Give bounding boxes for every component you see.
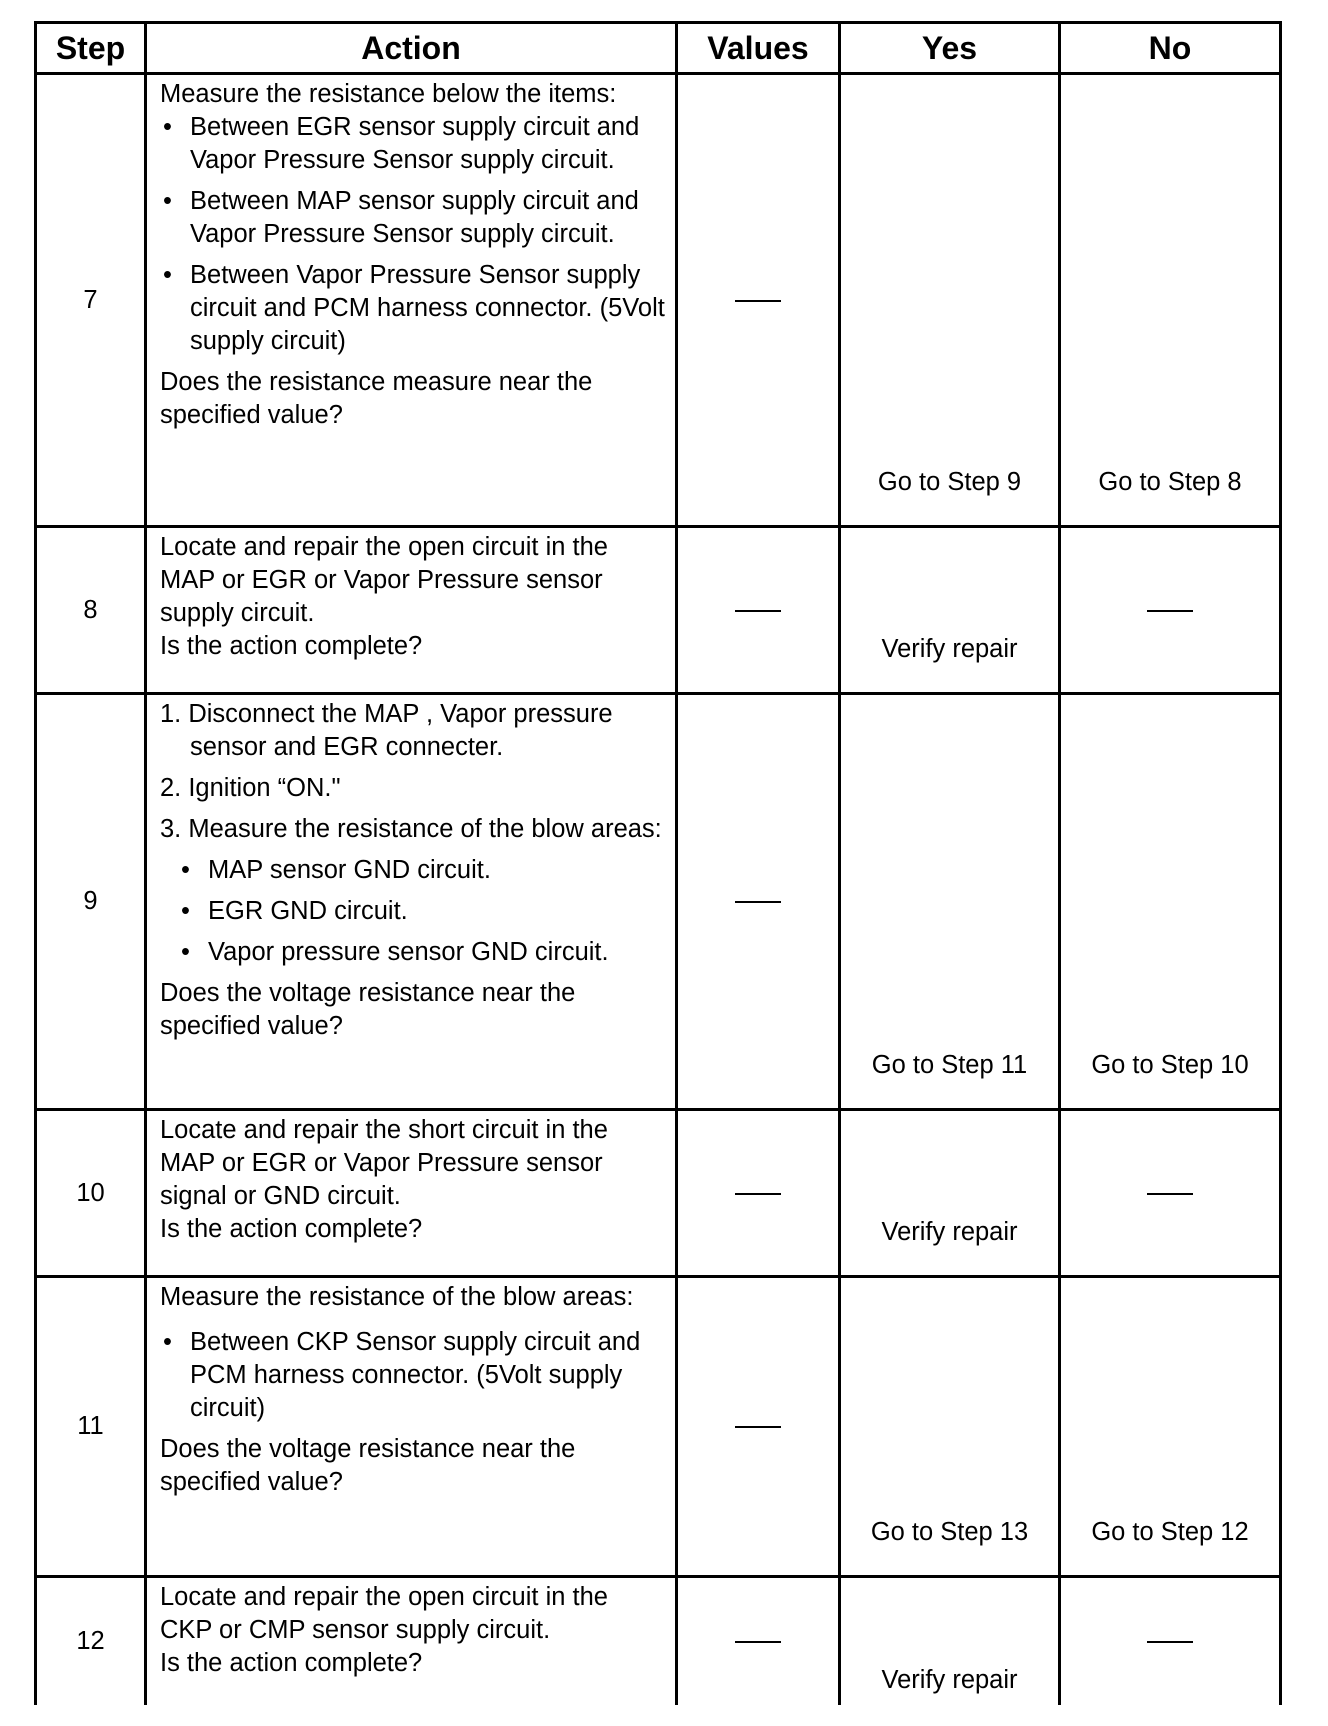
- action-question: Does the voltage resistance near the specified value?: [160, 1435, 576, 1496]
- dash-mark: [1147, 1641, 1193, 1643]
- action-bullet: • Between MAP sensor supply circuit and Vapor Pressure Sensor supply circuit.: [160, 185, 665, 251]
- action-bullet-list: [160, 1326, 665, 1425]
- action-intro: Measure the resistance of the blow areas:: [160, 1283, 634, 1311]
- no-cell: Go to Step 10: [1060, 694, 1281, 1110]
- table-row: [36, 694, 1281, 1110]
- yes-cell: Verify repair: [840, 1577, 1060, 1705]
- action-numbered-item: 2. Ignition “ON.": [160, 774, 341, 802]
- action-text: Locate and repair the short circuit in the MAP or EGR or Vapor Pressure sensor signal or GND circuit.: [160, 1116, 608, 1210]
- dash-mark: [735, 610, 781, 612]
- action-text: Locate and repair the open circuit in the CKP or CMP sensor supply circuit.: [160, 1583, 608, 1644]
- dash-mark: [735, 1426, 781, 1428]
- spacer: [160, 1314, 665, 1326]
- table-row: [36, 1110, 1281, 1277]
- yes-cell: Go to Step 9: [840, 74, 1060, 527]
- values-cell: [677, 1110, 840, 1277]
- values-cell: [677, 694, 840, 1110]
- values-cell: [677, 1277, 840, 1577]
- step-number: 12: [36, 1577, 146, 1705]
- step-number: 11: [36, 1277, 146, 1577]
- no-cell: Go to Step 8: [1060, 74, 1281, 527]
- action-question: Is the action complete?: [160, 1649, 423, 1677]
- table-row: [36, 74, 1281, 527]
- action-cell: [146, 74, 677, 527]
- action-numbered-item: 1. Disconnect the MAP , Vapor pressure sensor and EGR connecter.: [160, 700, 613, 761]
- values-cell: [677, 527, 840, 694]
- action-intro: Measure the resistance below the items:: [160, 80, 617, 108]
- action-text: Locate and repair the open circuit in the MAP or EGR or Vapor Pressure sensor supply circuit.: [160, 533, 608, 627]
- step-number: 7: [36, 74, 146, 527]
- dash-mark: [1147, 610, 1193, 612]
- dash-mark: [1147, 1193, 1193, 1195]
- no-cell: [1060, 1577, 1281, 1705]
- dash-mark: [735, 901, 781, 903]
- action-cell: [146, 1110, 677, 1277]
- action-sub-bullet-list: [160, 854, 665, 969]
- step-number: 9: [36, 694, 146, 1110]
- header-values: Values: [677, 23, 840, 74]
- header-no: No: [1060, 23, 1281, 74]
- action-cell: [146, 1277, 677, 1577]
- header-row: [36, 23, 1281, 74]
- no-cell: [1060, 527, 1281, 694]
- dash-mark: [735, 1193, 781, 1195]
- action-question: Is the action complete?: [160, 632, 423, 660]
- step-number: 10: [36, 1110, 146, 1277]
- diagnostic-table: [34, 21, 1282, 1705]
- yes-cell: Go to Step 13: [840, 1277, 1060, 1577]
- header-step: Step: [36, 23, 146, 74]
- action-question: Does the voltage resistance near the specified value?: [160, 979, 576, 1040]
- action-cell: [146, 1577, 677, 1705]
- action-bullet: • Between CKP Sensor supply circuit and PCM harness connector. (5Volt supply circuit): [160, 1326, 665, 1425]
- table-row: [36, 1277, 1281, 1577]
- yes-cell: Verify repair: [840, 527, 1060, 694]
- action-numbered-item: 3. Measure the resistance of the blow areas:: [160, 815, 662, 843]
- action-sub-bullet: • EGR GND circuit.: [160, 895, 665, 928]
- action-cell: [146, 694, 677, 1110]
- values-cell: [677, 74, 840, 527]
- table-row: [36, 527, 1281, 694]
- action-bullet: • Between EGR sensor supply circuit and Vapor Pressure Sensor supply circuit.: [160, 111, 665, 177]
- action-question: Is the action complete?: [160, 1215, 423, 1243]
- dash-mark: [735, 300, 781, 302]
- values-cell: [677, 1577, 840, 1705]
- yes-cell: Verify repair: [840, 1110, 1060, 1277]
- step-number: 8: [36, 527, 146, 694]
- action-sub-bullet: • MAP sensor GND circuit.: [160, 854, 665, 887]
- action-question: Does the resistance measure near the specified value?: [160, 368, 593, 429]
- action-numbered-list: [160, 698, 665, 846]
- table-row: [36, 1577, 1281, 1705]
- dash-mark: [735, 1641, 781, 1643]
- action-bullet: • Between Vapor Pressure Sensor supply circuit and PCM harness connector. (5Volt supply circuit): [160, 259, 665, 358]
- yes-cell: Go to Step 11: [840, 694, 1060, 1110]
- action-cell: [146, 527, 677, 694]
- header-yes: Yes: [840, 23, 1060, 74]
- no-cell: [1060, 1110, 1281, 1277]
- action-bullet-list: [160, 111, 665, 358]
- header-action: Action: [146, 23, 677, 74]
- action-sub-bullet: • Vapor pressure sensor GND circuit.: [160, 936, 665, 969]
- no-cell: Go to Step 12: [1060, 1277, 1281, 1577]
